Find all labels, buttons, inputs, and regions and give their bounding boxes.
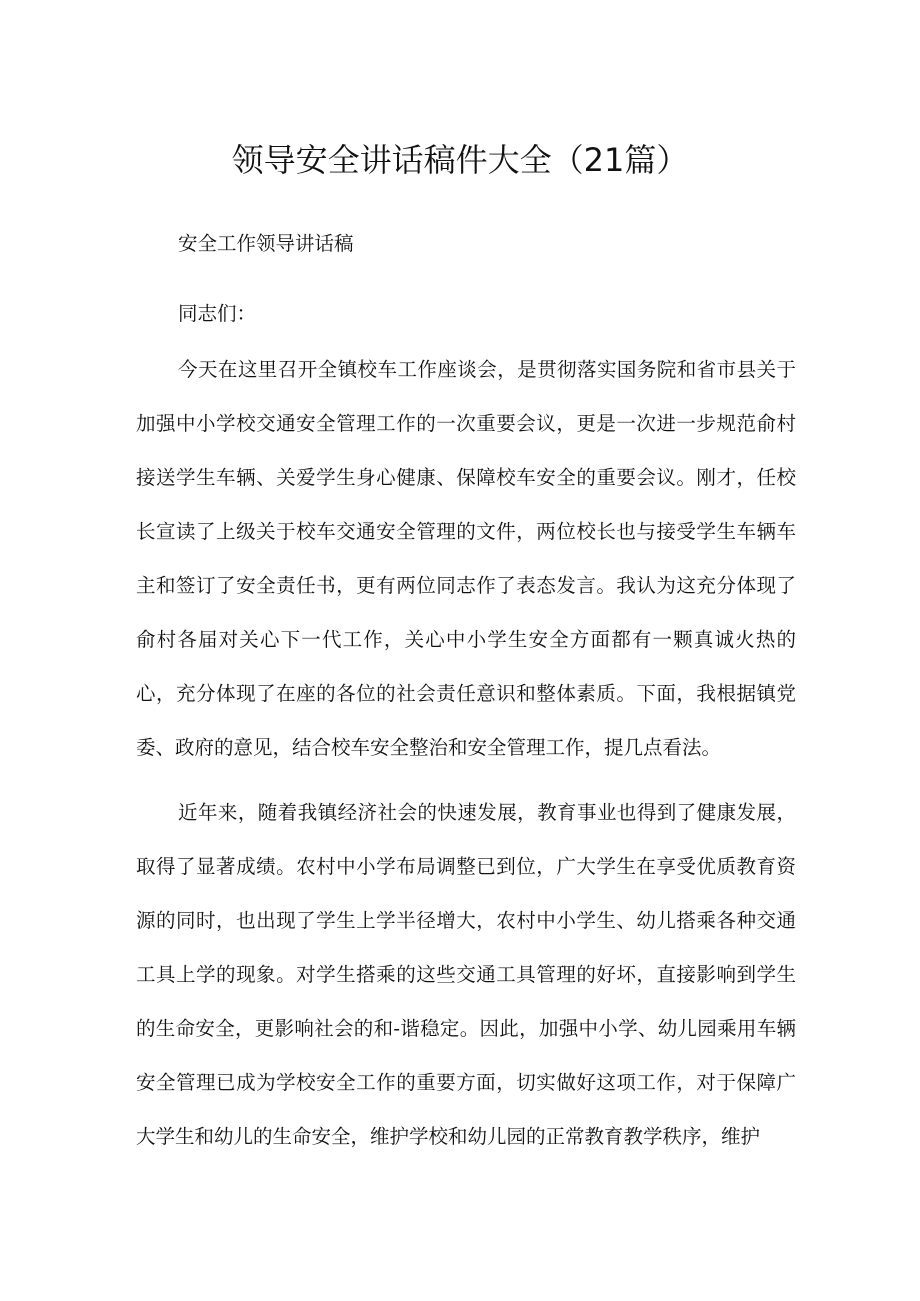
salutation: 同志们： (178, 302, 257, 325)
document-subtitle: 安全工作领导讲话稿 (178, 232, 354, 255)
paragraph: 今天在这里召开全镇校车工作座谈会，是贯彻落实国务院和省市县关于加强中小学校交通安全管理工作的一次重要会议，更是一次进一步规范俞村接送学生车辆、关爱学生身心健康、保障校车安全的重要会议。刚才，任校长宣读了上级关于校车交通安全管理的文件，两位校长也与接受学生车辆车主和签订了安全责任书，更有两位同志作了表态发言。我认为这充分体现了俞村各届对关心下一代工作，关心中小学生安全方面都有一颗真诚火热的心，充分体现了在座的各位的社会责任意识和整体素质。下面，我根据镇党委、政府的意见，结合校车安全整治和安全管理工作，提几点看法。 (136, 358, 796, 759)
paragraph: 近年来，随着我镇经济社会的快速发展，教育事业也得到了健康发展，取得了显著成绩。农村中小学布局调整已到位，广大学生在享受优质教育资源的同时，也出现了学生上学半径增大，农村中小学生、幼儿搭乘各种交通工具上学的现象。对学生搭乘的这些交通工具管理的好坏，直接影响到学生的生命安全，更影响社会的和-谐稳定。因此，加强中小学、幼儿园乘用车辆安全管理已成为学校安全工作的重要方面，切实做好这项工作，对于保障广大学生和幼儿的生命安全，维护学校和幼儿园的正常教育教学秩序，维护 (136, 801, 796, 1148)
document-title: 领导安全讲话稿件大全（21篇） (231, 141, 689, 179)
